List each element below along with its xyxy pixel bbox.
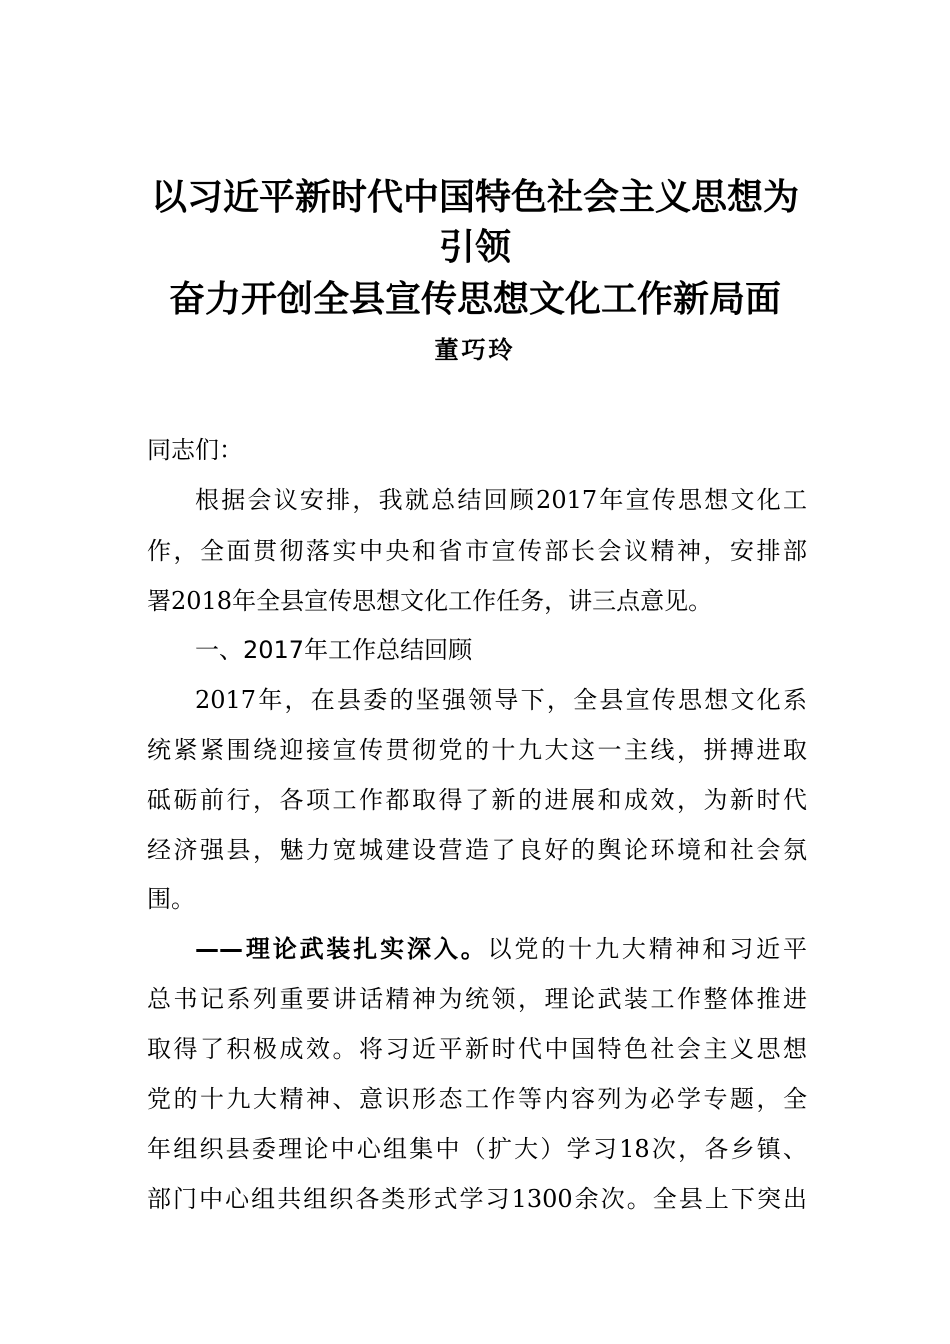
document-title-line-3: 奋力开创全县宣传思想文化工作新局面 [168,279,781,320]
intro-line: 作，全面贯彻落实中央和省市宣传部长会议精神，安排部 [147,537,807,565]
body-line: 党的十九大精神、意识形态工作等内容列为必学专题，全 [147,1085,807,1113]
body-line: 2017年，在县委的坚强领导下，全县宣传思想文化系 [195,686,807,714]
intro-line: 根据会议安排，我就总结回顾2017年宣传思想文化工 [195,486,807,514]
document-title-line-1: 以习近平新时代中国特色社会主义思想为 [150,177,799,218]
author-name: 董巧玲 [434,336,516,364]
salutation: 同志们： [147,436,243,464]
body-line: 砥砺前行，各项工作都取得了新的进展和成效，为新时代 [147,786,807,814]
document-title-line-2: 引领 [438,227,511,268]
body-line: 部门中心组共组织各类形式学习1300余次。全县上下突出 [147,1185,807,1213]
intro-line: 署2018年全县宣传思想文化工作任务，讲三点意见。 [147,587,713,615]
body-line: 年组织县委理论中心组集中（扩大）学习18次，各乡镇、 [147,1135,807,1163]
body-line: 取得了积极成效。将习近平新时代中国特色社会主义思想 [147,1035,807,1063]
body-line: 统紧紧围绕迎接宣传贯彻党的十九大这一主线，拼搏进取 [147,736,807,764]
section-heading: 一、2017年工作总结回顾 [195,636,473,664]
body-line: 总书记系列重要讲话精神为统领，理论武装工作整体推进 [147,985,807,1013]
theory-lead-heading: ——理论武装扎实深入。 [195,935,488,963]
body-line: 经济强县，魅力宽城建设营造了良好的舆论环境和社会氛 [147,836,807,864]
theory-first-line [195,931,807,967]
body-line: 围。 [147,885,195,913]
theory-first-rest: 以党的十九大精神和习近平 [487,935,808,963]
